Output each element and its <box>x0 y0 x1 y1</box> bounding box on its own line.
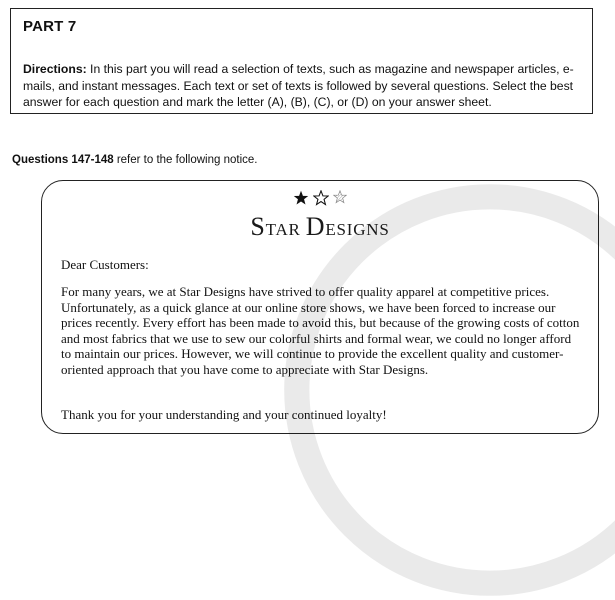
question-range: Questions 147-148 <box>12 154 114 166</box>
questions-line <box>12 154 257 166</box>
directions-text <box>23 61 582 111</box>
salutation: Dear Customers: <box>61 257 149 272</box>
directions-label: Directions: <box>23 62 87 76</box>
part-title: PART 7 <box>23 18 77 35</box>
star-filled-icon <box>293 190 309 206</box>
star-outline-icon <box>313 190 329 206</box>
notice-body: For many years, we at Star Designs have strived to offer quality apparel at competitive prices. Unfortunately, as a quick glance at our online store shows, we have been forced to increase our prices recently. Every effort has been made to avoid this, but because of the growing costs of cotton and most fabrics that we use to sew our colorful shirts and formal wear, we could no longer afford to maintain our prices. However, we will continue to provide the excellent quality and customer-oriented approach that you have come to appreciate with Star Designs. <box>61 284 580 377</box>
directions-box <box>10 8 593 114</box>
question-instruction: refer to the following notice. <box>113 154 258 166</box>
brand-name: STAR DESIGNS <box>250 212 390 241</box>
notice-box <box>41 180 599 434</box>
star-logo <box>42 190 598 206</box>
closing-line: Thank you for your understanding and your continued loyalty! <box>61 407 387 422</box>
star-hatched-icon <box>333 190 347 204</box>
directions-body: In this part you will read a selection of texts, such as magazine and newspaper articles, e-mails, and instant messages. Each text or set of texts is followed by several questions. Select the best answer for each question and mark the letter (A), (B), (C), or (D) on your answer sheet. <box>23 62 574 110</box>
